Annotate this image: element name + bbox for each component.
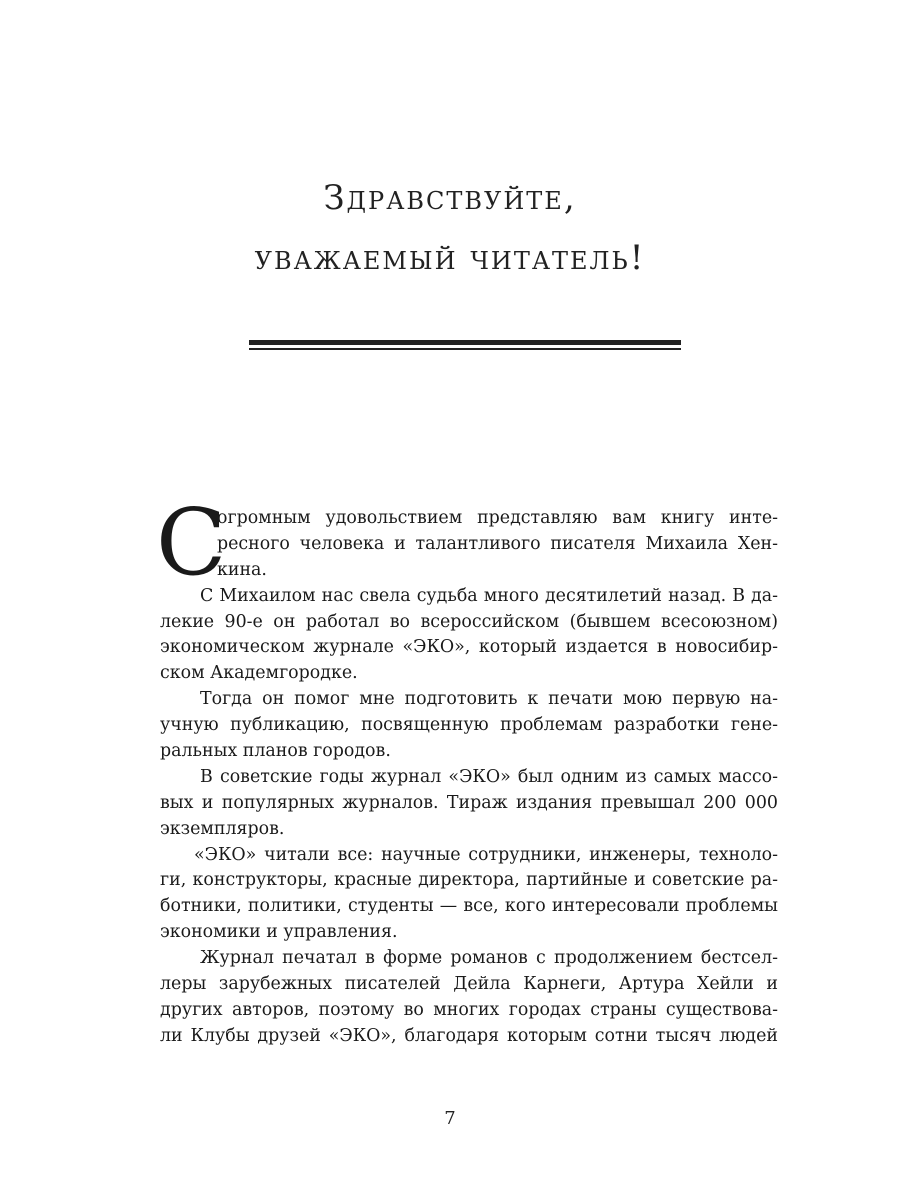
heading-line-1: Здравствуйте,: [323, 178, 577, 218]
text-line: вых и популярных журналов. Тираж издания превышал 200 000: [160, 792, 778, 813]
page-number: 7: [444, 1108, 456, 1129]
paragraph-3: [160, 687, 778, 765]
text-line: леры зарубежных писателей Дейла Карнеги, Артура Хейли и: [160, 974, 778, 995]
text-line: других авторов, поэтому во многих городах страны существова-: [160, 999, 778, 1020]
text-line: В советские годы журнал «ЭКО» был одним из самых массо-: [200, 766, 778, 787]
text-line: учную публикацию, посвященную проблемам разработки гене-: [160, 715, 778, 736]
text-line: огромным удовольствием представляю вам книгу инте-: [217, 508, 778, 528]
decorative-double-rule: [249, 340, 681, 350]
text-line: ги, конструкторы, красные директора, партийные и советские ра-: [160, 870, 778, 891]
text-line: ресного человека и талантливого писателя Михаила Хен-: [217, 533, 778, 554]
paragraph-4: [160, 765, 778, 843]
text-line: ральных планов городов.: [160, 741, 391, 762]
paragraph-6: [160, 946, 778, 1050]
chapter-heading: [0, 168, 900, 288]
heading-line-2: уважаемый читатель!: [254, 238, 646, 278]
drop-cap: С: [156, 489, 227, 596]
rule-thin-line: [249, 348, 681, 350]
text-line: экономическом журнале «ЭКО», который издается в новосибир-: [160, 637, 778, 658]
text-line: экономики и управления.: [160, 922, 398, 943]
text-line: ли Клубы друзей «ЭКО», благодаря которым сотни тысяч людей: [160, 1025, 778, 1046]
text-line: С Михаилом нас свела судьба много десятилетий назад. В да-: [200, 585, 778, 606]
text-line: Тогда он помог мне подготовить к печати мою первую на-: [200, 689, 778, 710]
paragraph-5: [160, 843, 778, 947]
text-line: лекие 90-е он работал во всероссийском (бывшем всесоюзном): [160, 611, 778, 632]
paragraph-2: [160, 584, 778, 688]
text-line: Журнал печатал в форме романов с продолжением бестсел-: [200, 948, 778, 969]
text-line: ботники, политики, студенты — все, кого интересовали проблемы: [160, 896, 778, 917]
text-line: «ЭКО» читали все: научные сотрудники, инженеры, техноло-: [194, 844, 778, 865]
text-line: кина.: [217, 559, 267, 580]
text-line: ском Академгородке.: [160, 663, 358, 684]
body-text: [156, 489, 778, 1050]
text-line: экземпляров.: [160, 818, 285, 839]
